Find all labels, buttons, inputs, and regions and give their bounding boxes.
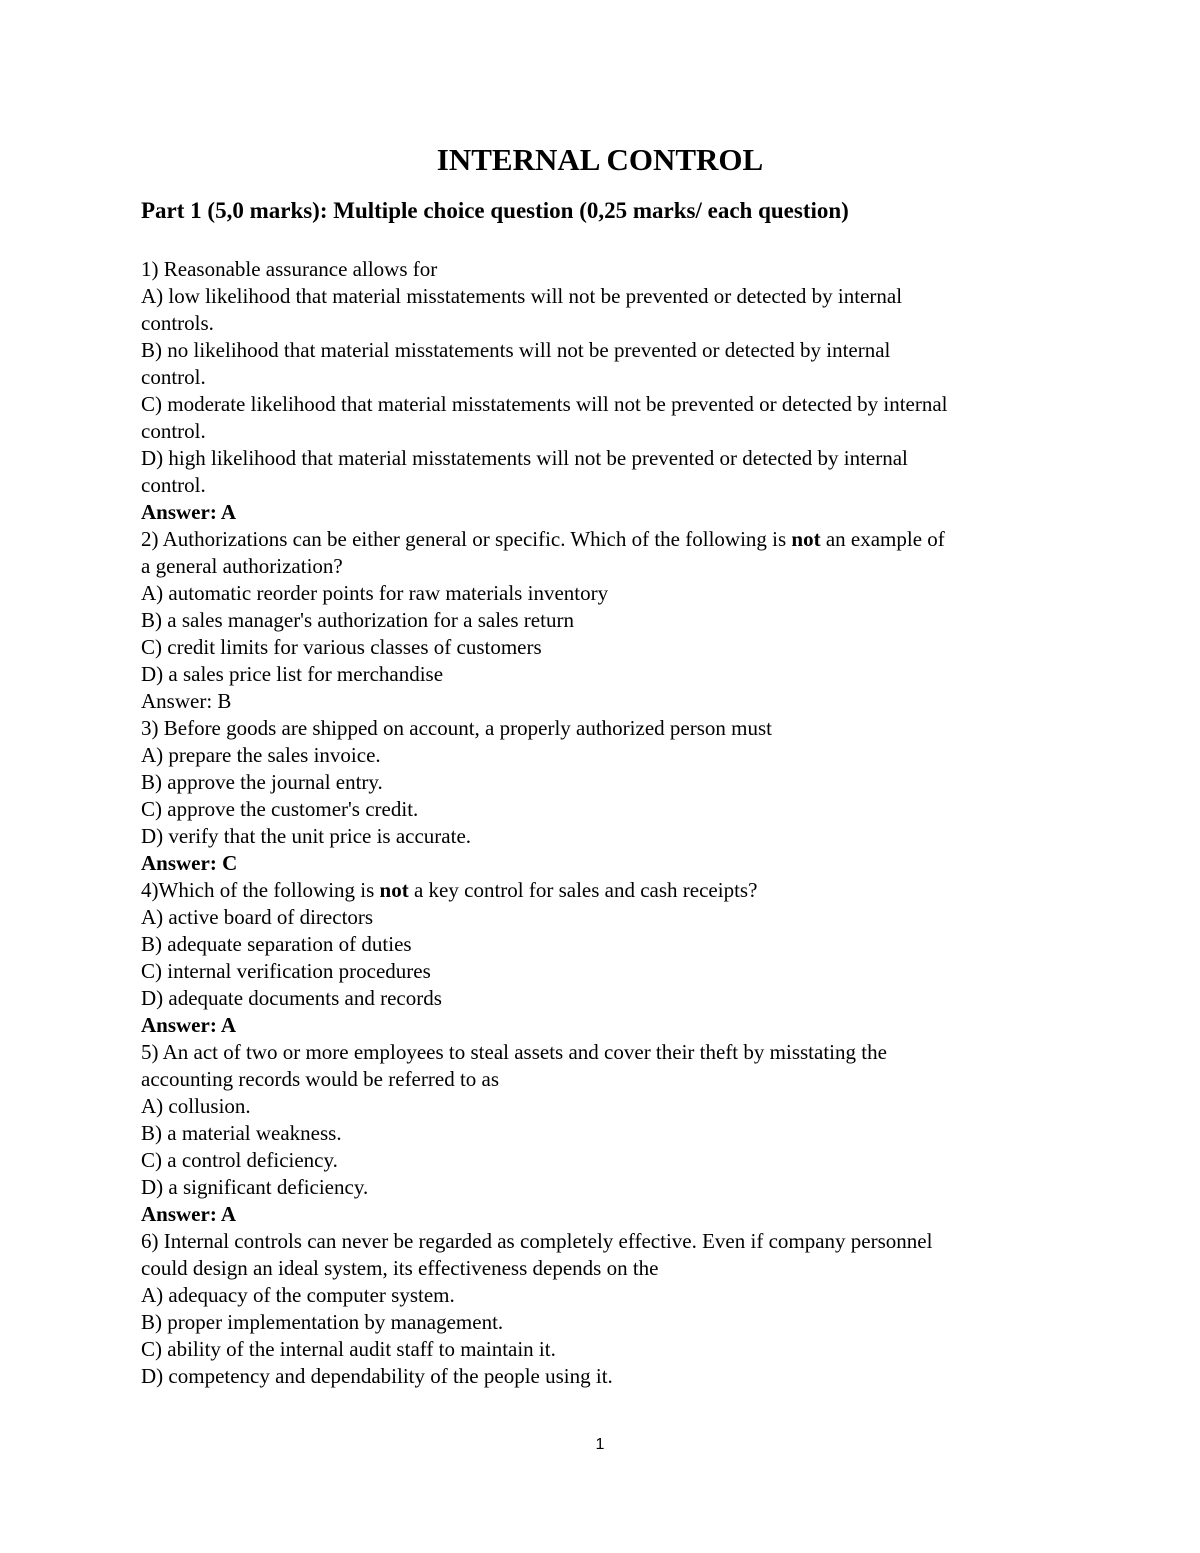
question-4-option-b: B) adequate separation of duties	[141, 932, 412, 956]
question-5-answer: Answer: A	[141, 1202, 237, 1226]
question-1-option-d: D) high likelihood that material misstatements will not be prevented or detected by internal	[141, 446, 908, 470]
question-2-stem-part2: an example of	[820, 527, 945, 551]
question-3-option-a: A) prepare the sales invoice.	[141, 743, 381, 767]
question-5-option-b: B) a material weakness.	[141, 1121, 342, 1145]
question-2-option-d: D) a sales price list for merchandise	[141, 662, 444, 686]
question-6-stem-cont: could design an ideal system, its effectiveness depends on the	[141, 1256, 659, 1280]
question-5-option-d: D) a significant deficiency.	[141, 1175, 369, 1199]
question-2-stem-emphasis: not	[791, 527, 821, 551]
question-6-option-d: D) competency and dependability of the people using it.	[141, 1364, 613, 1388]
question-1-option-a-cont: controls.	[141, 311, 214, 335]
page-number: 1	[595, 1436, 605, 1453]
question-2-option-b: B) a sales manager's authorization for a sales return	[141, 608, 574, 632]
question-1-option-c-cont: control.	[141, 419, 206, 443]
document-title: INTERNAL CONTROL	[436, 142, 764, 177]
question-6-option-a: A) adequacy of the computer system.	[141, 1283, 455, 1307]
question-4-stem-emphasis: not	[379, 878, 409, 902]
question-2-stem-part1: 2) Authorizations can be either general or specific. Which of the following is	[141, 527, 792, 551]
question-4-stem-part2: a key control for sales and cash receipts?	[408, 878, 758, 902]
question-2-option-c: C) credit limits for various classes of customers	[141, 635, 542, 659]
question-6-option-b: B) proper implementation by management.	[141, 1310, 504, 1334]
question-4-stem	[141, 877, 1061, 904]
question-2-stem-cont: a general authorization?	[141, 554, 343, 578]
question-4-option-c: C) internal verification procedures	[141, 959, 431, 983]
question-1-stem: 1) Reasonable assurance allows for	[141, 257, 438, 281]
question-1-option-b-cont: control.	[141, 365, 206, 389]
question-3-stem: 3) Before goods are shipped on account, a properly authorized person must	[141, 716, 772, 740]
question-2-option-a: A) automatic reorder points for raw materials inventory	[141, 581, 609, 605]
question-3-option-b: B) approve the journal entry.	[141, 770, 383, 794]
question-1-option-c: C) moderate likelihood that material misstatements will not be prevented or detected by internal	[141, 392, 948, 416]
question-1-answer: Answer: A	[141, 500, 237, 524]
question-4-option-d: D) adequate documents and records	[141, 986, 442, 1010]
question-1-option-d-cont: control.	[141, 473, 206, 497]
question-5-stem: 5) An act of two or more employees to steal assets and cover their theft by misstating the	[141, 1040, 887, 1064]
question-1-option-b: B) no likelihood that material misstatements will not be prevented or detected by internal	[141, 338, 891, 362]
question-3-option-d: D) verify that the unit price is accurate.	[141, 824, 472, 848]
question-4-option-a: A) active board of directors	[141, 905, 374, 929]
questions-body	[141, 256, 1061, 1390]
question-6-option-c: C) ability of the internal audit staff to maintain it.	[141, 1337, 556, 1361]
question-3-answer: Answer: C	[141, 851, 238, 875]
section-heading: Part 1 (5,0 marks): Multiple choice question (0,25 marks/ each question)	[141, 198, 849, 223]
question-5-option-a: A) collusion.	[141, 1094, 251, 1118]
question-2-answer: Answer: B	[141, 689, 232, 713]
question-6-stem: 6) Internal controls can never be regarded as completely effective. Even if company personnel	[141, 1229, 933, 1253]
question-3-option-c: C) approve the customer's credit.	[141, 797, 419, 821]
question-4-answer: Answer: A	[141, 1013, 237, 1037]
question-1-option-a: A) low likelihood that material misstatements will not be prevented or detected by internal	[141, 284, 903, 308]
question-4-stem-part1: 4)Which of the following is	[141, 878, 380, 902]
question-2-stem	[141, 526, 1061, 553]
question-5-option-c: C) a control deficiency.	[141, 1148, 338, 1172]
question-5-stem-cont: accounting records would be referred to as	[141, 1067, 500, 1091]
